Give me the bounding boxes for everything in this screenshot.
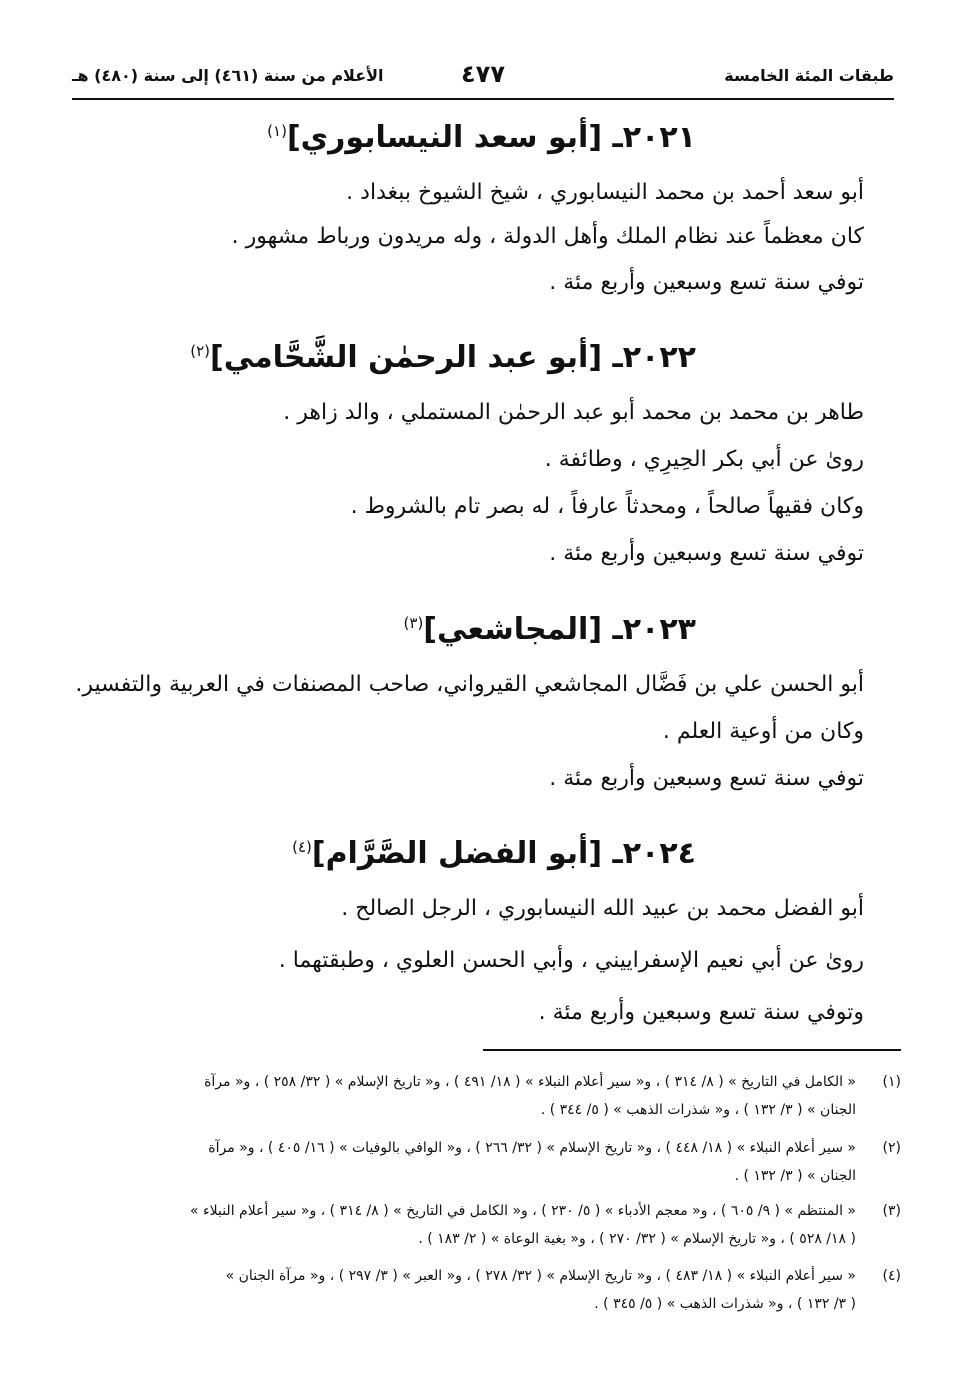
footnote-separator <box>483 1049 901 1051</box>
footnote-line: ( ١٨/ ٥٢٨ ) ، و« تاريخ الإسلام » ( ٣٢/ ٢٧٠ ) ، و« بغية الوعاة » ( ٢/ ١٨٣ ) . <box>418 1231 856 1247</box>
entry-line: روىٰ عن أبي بكر الحِيرِي ، وطائفة . <box>544 447 864 472</box>
footnote-line: الجنان » ( ٣/ ١٣٢ ) . <box>734 1168 856 1184</box>
entry-line: توفي سنة تسع وسبعين وأربع مئة . <box>549 270 864 295</box>
entry-title-2022 <box>190 340 696 375</box>
entry-title-2024 <box>292 836 696 871</box>
footnote-ref[interactable]: (٣) <box>403 614 424 632</box>
footnote-number: (٣) <box>882 1203 901 1219</box>
page-number: ٤٧٧ <box>461 60 505 88</box>
footnote-2 <box>60 1134 901 1190</box>
entry-line: توفي سنة تسع وسبعين وأربع مئة . <box>549 541 864 566</box>
footnote-number: (١) <box>882 1074 901 1090</box>
footnote-line: الجنان » ( ٣/ ١٣٢ ) ، و« شذرات الذهب » ( ٥/ ٣٤٤ ) . <box>540 1102 856 1118</box>
entry-line: روىٰ عن أبي نعيم الإسفراييني ، وأبي الحسن العلوي ، وطبقتهما . <box>278 948 864 973</box>
entry-line: توفي سنة تسع وسبعين وأربع مئة . <box>549 766 864 791</box>
entry-line: أبو الحسن علي بن فَضَّال المجاشعي القيرواني، صاحب المصنفات في العربية والتفسير. <box>75 672 864 697</box>
footnote-1 <box>60 1068 901 1124</box>
footnote-line: ( ٣/ ١٣٢ ) ، و« شذرات الذهب » ( ٥/ ٣٤٥ ) . <box>594 1296 856 1312</box>
footnote-ref[interactable]: (٢) <box>190 342 211 360</box>
entry-line: أبو الفضل محمد بن عبيد الله النيسابوري ، الرجل الصالح . <box>341 896 864 921</box>
footnote-number: (٢) <box>882 1140 901 1156</box>
running-head-section: طبقات المئة الخامسة <box>724 66 894 85</box>
entry-title-text: ٢٠٢٤ـ [أبو الفضل الصَّرَّام] <box>311 836 696 871</box>
entry-line: أبو سعد أحمد بن محمد النيسابوري ، شيخ الشيوخ ببغداد . <box>346 180 864 205</box>
entry-line: وكان فقيهاً صالحاً ، ومحدثاً عارفاً ، له بصر تام بالشروط . <box>350 494 864 519</box>
footnote-number: (٤) <box>882 1268 901 1284</box>
footnote-ref[interactable]: (٤) <box>292 838 312 856</box>
entry-title-text: ٢٠٢٣ـ [المجاشعي] <box>423 612 696 647</box>
running-head-years: الأعلام من سنة (٤٦١) إلى سنة (٤٨٠) هـ <box>72 66 384 85</box>
footnote-ref[interactable]: (١) <box>267 122 287 140</box>
entry-line: وتوفي سنة تسع وسبعين وأربع مئة . <box>538 1000 864 1025</box>
footnote-line: « المنتظم » ( ٩/ ٦٠٥ ) ، و« معجم الأدباء » ( ٥/ ٢٣٠ ) ، و« الكامل في التاريخ » ( ٨/ ٣١٤ ) ، و« سير أعلام النبلاء » <box>190 1203 856 1219</box>
entry-line: كان معظماً عند نظام الملك وأهل الدولة ، وله مريدون ورباط مشهور . <box>231 224 864 249</box>
entry-title-text: ٢٠٢٢ـ [أبو عبد الرحمٰن الشَّحَّامي] <box>210 340 696 375</box>
entry-title-2023 <box>404 612 696 647</box>
entry-line: طاهر بن محمد بن محمد أبو عبد الرحمٰن المستملي ، والد زاهر . <box>283 400 864 425</box>
footnote-line: « سير أعلام النبلاء » ( ١٨/ ٤٨٣ ) ، و« تاريخ الإسلام » ( ٣٢/ ٢٧٨ ) ، و« العبر » ( ٣/ ٢٩٧ ) ، و« مرآة الجنان » <box>225 1268 856 1284</box>
footnote-3 <box>60 1197 901 1253</box>
footnote-line: « سير أعلام النبلاء » ( ١٨/ ٤٤٨ ) ، و« تاريخ الإسلام » ( ٣٢/ ٢٦٦ ) ، و« الوافي بالوفيات » ( ١٦/ ٤٠٥ ) ، و« مرآة <box>208 1140 856 1156</box>
footnote-line: « الكامل في التاريخ » ( ٨/ ٣١٤ ) ، و« سير أعلام النبلاء » ( ١٨/ ٤٩١ ) ، و« تاريخ الإسلام » ( ٣٢/ ٢٥٨ ) ، و« مرآة <box>204 1074 856 1090</box>
page-header <box>72 62 894 100</box>
entry-title-2021 <box>267 120 696 155</box>
entry-title-text: ٢٠٢١ـ [أبو سعد النيسابوري] <box>286 120 696 155</box>
footnote-4 <box>60 1262 901 1318</box>
entry-line: وكان من أوعية العلم . <box>662 719 864 744</box>
